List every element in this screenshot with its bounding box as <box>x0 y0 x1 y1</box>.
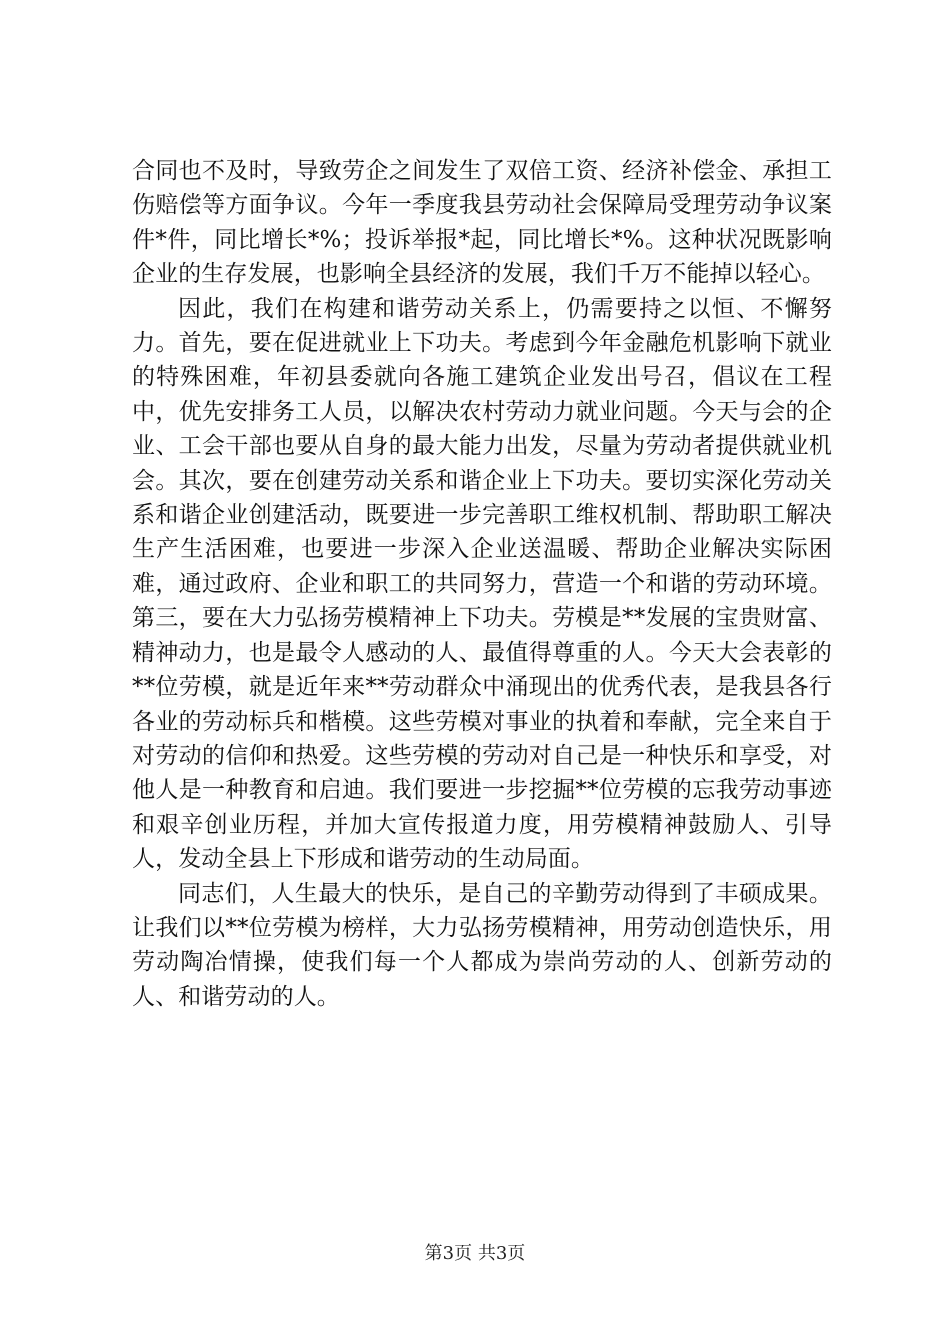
paragraph-measures: 因此，我们在构建和谐劳动关系上，仍需要持之以恒、不懈努力。首先，要在促进就业上下功夫。考虑到今年金融危机影响下就业的特殊困难，年初县委就向各施工建筑企业发出号召，倡议在工程中，优先安排务工人员，以解决农村劳动力就业问题。今天与会的企业、工会干部也要从自身的最大能力出发，尽量为劳动者提供就业机会。其次，要在创建劳动关系和谐企业上下功夫。要切实深化劳动关系和谐企业创建活动，既要进一步完善职工维权机制、帮助职工解决生产生活困难，也要进一步深入企业送温暖、帮助企业解决实际困难，通过政府、企业和职工的共同努力，营造一个和谐的劳动环境。第三，要在大力弘扬劳模精神上下功夫。劳模是**发展的宝贵财富、精神动力，也是最令人感动的人、最值得尊重的人。今天大会表彰的**位劳模，就是近年来**劳动群众中涌现出的优秀代表，是我县各行各业的劳动标兵和楷模。这些劳模对事业的执着和奉献，完全来自于对劳动的信仰和热爱。这些劳模的劳动对自己是一种快乐和享受，对他人是一种教育和启迪。我们要进一步挖掘**位劳模的忘我劳动事迹和艰辛创业历程，并加大宣传报道力度，用劳模精神鼓励人、引导人，发动全县上下形成和谐劳动的生动局面。 <box>132 295 832 873</box>
body-text <box>132 154 832 1014</box>
paragraph-continued: 合同也不及时，导致劳企之间发生了双倍工资、经济补偿金、承担工伤赔偿等方面争议。今年一季度我县劳动社会保障局受理劳动争议案件*件，同比增长*%；投诉举报*起，同比增长*%。这种状况既影响企业的生存发展，也影响全县经济的发展，我们千万不能掉以轻心。 <box>132 158 832 288</box>
paragraph-closing: 同志们，人生最大的快乐，是自己的辛勤劳动得到了丰硕成果。让我们以**位劳模为榜样，大力弘扬劳模精神，用劳动创造快乐，用劳动陶冶情操，使我们每一个人都成为崇尚劳动的人、创新劳动的人、和谐劳动的人。 <box>132 880 832 1010</box>
page-number-footer: 第3页 共3页 <box>424 1243 526 1264</box>
